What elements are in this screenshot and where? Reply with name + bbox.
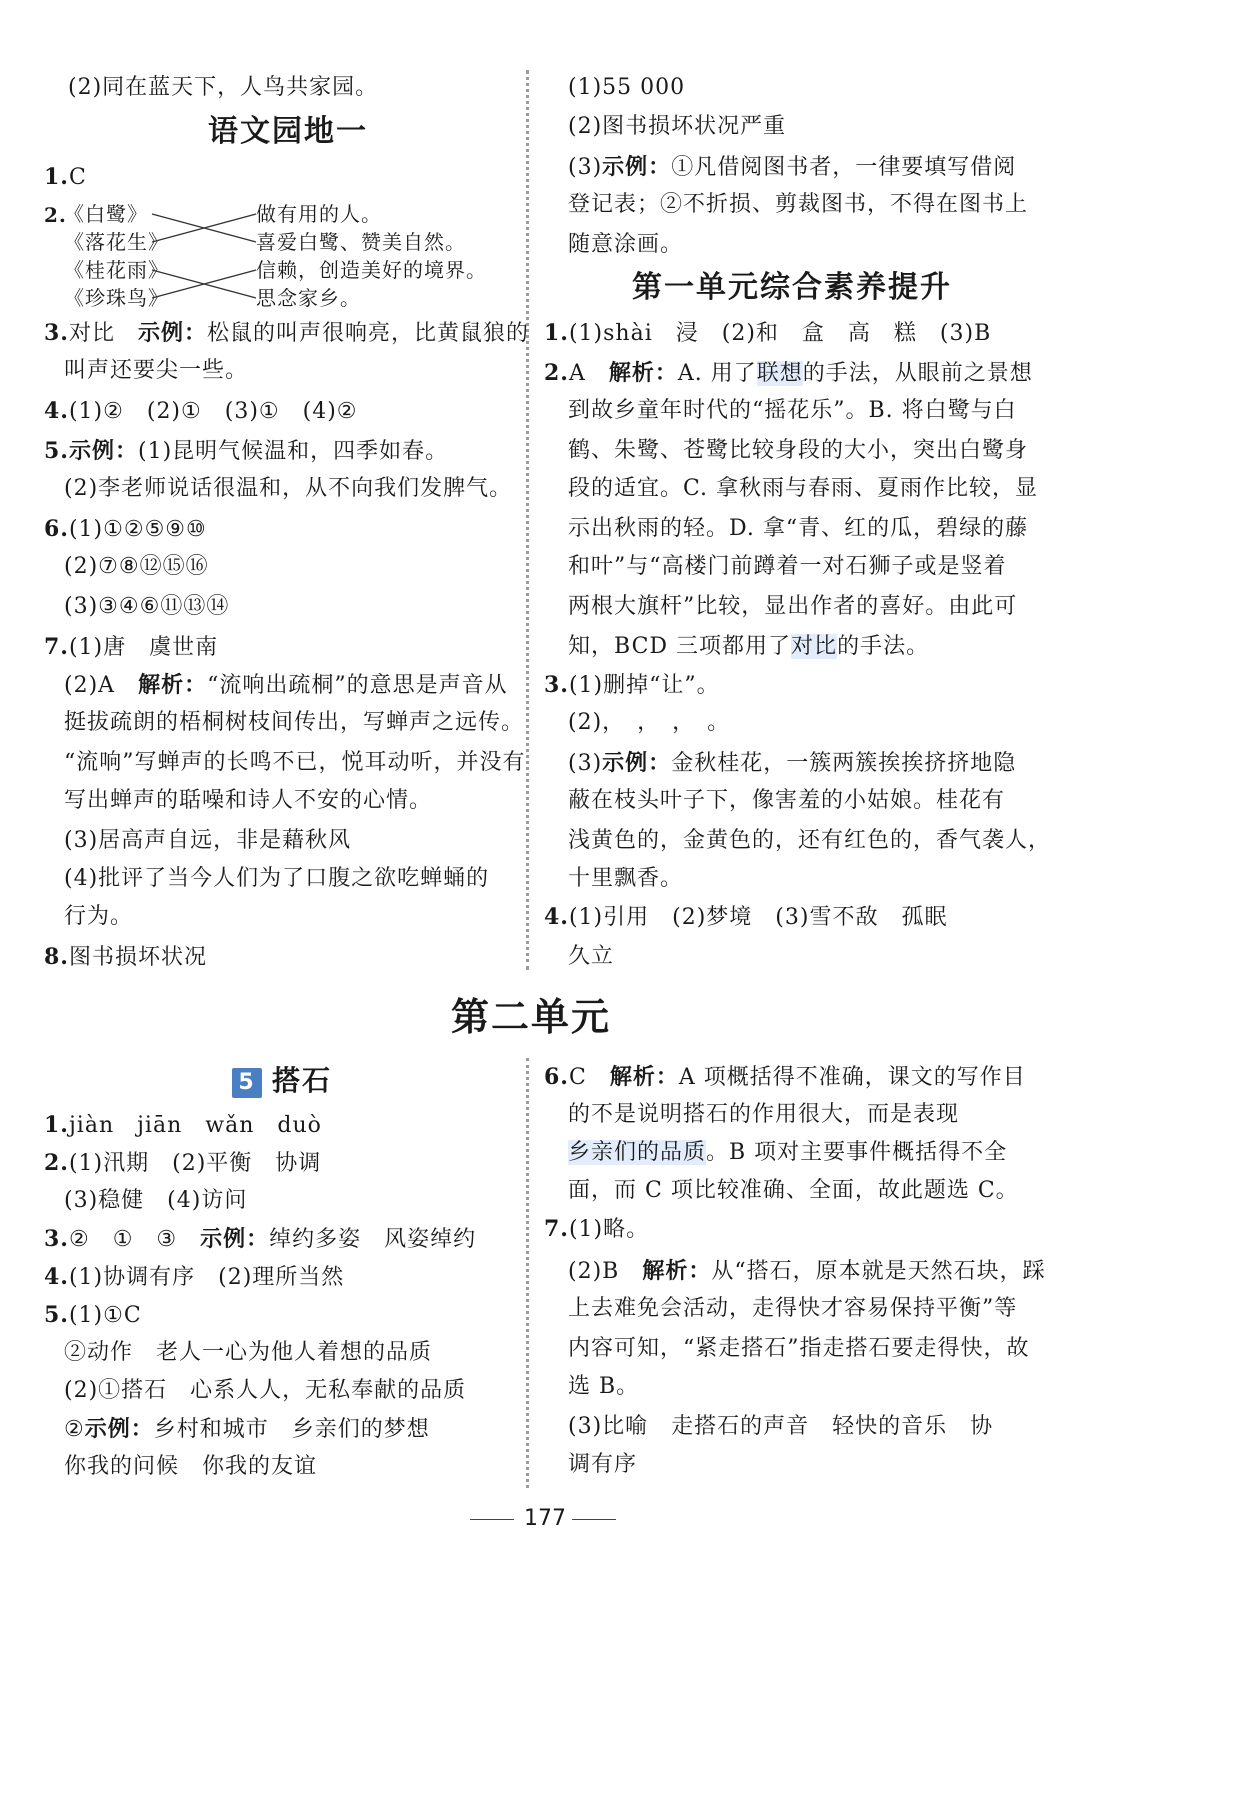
question-number: 1.: [44, 164, 69, 190]
answer-text: ②: [64, 1417, 85, 1442]
column-divider: [526, 70, 529, 970]
answer-text: 的手法，从眼前之景想: [802, 361, 1033, 386]
answer-line: [64, 670, 508, 701]
answer-line: 内容可知，“紧走搭石”指走搭石要走得快，故: [568, 1336, 1030, 1361]
answer-line: (2)①搭石 心系人人，无私奉献的品质: [64, 1378, 467, 1403]
answer-text: (1)shài 浸 (2)和 盒 高 糕 (3)B: [568, 321, 992, 346]
highlighted-text: 联想: [756, 361, 803, 386]
match-left-1: 《白鹭》: [64, 202, 148, 226]
answer-text: (3): [568, 751, 603, 776]
question-number: 7.: [44, 634, 69, 660]
answer-line: 行为。: [64, 904, 134, 929]
page-number-dash-right: [572, 1519, 616, 1520]
lesson-number-badge: 5: [232, 1068, 262, 1098]
lesson-heading: [232, 1062, 332, 1100]
question-number: 1.: [44, 1112, 69, 1138]
question-2: [544, 358, 1033, 389]
answer-text: 从“搭石，原本就是天然石块，踩: [711, 1259, 1046, 1284]
answer-line: 上去难免会活动，走得快才容易保持平衡”等: [568, 1296, 1018, 1321]
answer-text: (1)汛期 (2)平衡 协调: [68, 1151, 322, 1176]
question-7: [44, 632, 218, 663]
answer-text: (1)唐 虞世南: [68, 635, 219, 660]
question-4: [544, 902, 947, 933]
answer-text: A: [568, 361, 609, 386]
analysis-label: 解析：: [608, 360, 678, 386]
answer-line: 和叶”与“高楼门前蹲着一对石狮子或是竖着: [568, 554, 1007, 579]
match-right-1: 做有用的人。: [256, 202, 382, 226]
match-left-2: 《落花生》: [64, 230, 169, 254]
answer-line: [64, 1414, 430, 1445]
section-title-unit1-review: 第一单元综合素养提升: [632, 270, 952, 305]
answer-line: 鹤、朱鹭、苍鹭比较身段的大小，突出白鹭身: [568, 438, 1029, 463]
answer-text: 绰约多姿 风姿绰约: [269, 1227, 477, 1252]
answer-text: (1)删掉“让”。: [568, 673, 720, 698]
unit-title: 第二单元: [451, 995, 612, 1039]
question-number: 4.: [44, 398, 69, 424]
answer-line: 叫声还要尖一些。: [64, 358, 249, 383]
matching-lines: [150, 200, 260, 312]
question-number: 2.: [44, 203, 67, 227]
answer-line: “流响”写蝉声的长鸣不已，悦耳动听，并没有: [64, 750, 526, 775]
answer-text: (1)引用 (2)梦境 (3)雪不敌 孤眠: [568, 905, 948, 930]
answer-line: (3)稳健 (4)访问: [64, 1188, 248, 1213]
answer-line: 蔽在枝头叶子下，像害羞的小姑娘。桂花有: [568, 788, 1006, 813]
answer-text: C: [568, 1065, 610, 1090]
question-7: [544, 1214, 649, 1245]
answer-line: 示出秋雨的轻。D. 拿“青、红的瓜，碧绿的藤: [568, 516, 1029, 541]
highlighted-text: 对比: [791, 634, 838, 659]
question-number: 8.: [44, 944, 69, 970]
question-number: 2.: [544, 360, 569, 386]
analysis-label: 解析：: [138, 672, 208, 698]
answer-text: A. 用了: [677, 361, 757, 386]
question-4: [44, 396, 358, 427]
answer-line: [568, 152, 1016, 183]
answer-text: (1)协调有序 (2)理所当然: [68, 1265, 345, 1290]
answer-line: ②动作 老人一心为他人着想的品质: [64, 1340, 433, 1365]
answer-line: 浅黄色的，金黄色的，还有红色的，香气袭人，: [568, 828, 1052, 853]
answer-line: [568, 1256, 1046, 1287]
answer-line: 挺拔疏朗的梧桐树枝间传出，写蝉声之远传。: [64, 710, 525, 735]
question-1: [44, 1110, 322, 1141]
question-1: [544, 318, 991, 349]
example-label: 示例：: [84, 1416, 154, 1442]
question-5: [44, 1300, 142, 1331]
question-number: 6.: [544, 1064, 569, 1090]
answer-line: (2)⑦⑧⑫⑮⑯: [64, 554, 209, 579]
question-number: 7.: [544, 1216, 569, 1242]
match-left-4: 《珍珠鸟》: [64, 286, 169, 310]
answer-text: (2)B: [568, 1259, 643, 1284]
analysis-label: 解析：: [642, 1258, 712, 1284]
question-number: 6.: [44, 516, 69, 542]
question-6: [44, 514, 207, 545]
answer-text: 。B 项对主要事件概括得不全: [706, 1140, 1008, 1165]
answer-text: ② ① ③: [68, 1227, 201, 1252]
question-number: 1.: [544, 320, 569, 346]
answer-line: 段的适宜。C. 拿秋雨与春雨、夏雨作比较，显: [568, 476, 1039, 501]
question-1: [44, 162, 87, 193]
answer-line: (4)批评了当今人们为了口腹之欲吃蝉蛹的: [64, 866, 490, 891]
answer-line: [568, 632, 929, 662]
answer-line: 随意涂画。: [568, 232, 684, 257]
answer-line: 写出蝉声的聒噪和诗人不安的心情。: [64, 788, 433, 813]
answer-text: 图书损坏状况: [68, 945, 207, 970]
question-number: 3.: [544, 672, 569, 698]
match-right-2: 喜爱白鹭、赞美自然。: [256, 230, 466, 254]
answer-line: 面，而 C 项比较准确、全面，故此题选 C。: [568, 1178, 1019, 1203]
question-6: [544, 1062, 1026, 1093]
example-label: 示例：: [200, 1226, 270, 1252]
answer-line: 调有序: [568, 1452, 638, 1477]
answer-text: 知，BCD 三项都用了: [568, 634, 792, 659]
match-right-4: 思念家乡。: [256, 286, 361, 310]
question-3: [44, 1224, 476, 1255]
example-label: 示例：: [137, 320, 207, 346]
answer-line: (3)居高声自远，非是藉秋风: [64, 828, 352, 853]
answer-text: A 项概括得不准确，课文的写作目: [678, 1065, 1026, 1090]
answer-line: (2)李老师说话很温和，从不向我们发脾气。: [64, 476, 513, 501]
answer-text: 对比: [68, 321, 138, 346]
example-label: 示例：: [68, 438, 138, 464]
question-5: [44, 436, 448, 467]
example-label: 示例：: [602, 154, 672, 180]
answer-line: (2)同在蓝天下，人鸟共家园。: [68, 75, 379, 100]
answer-line: 到故乡童年时代的“摇花乐”。B. 将白鹭与白: [568, 398, 1017, 423]
question-number: 4.: [44, 1264, 69, 1290]
question-2: [44, 1148, 321, 1179]
answer-text: (1)略。: [568, 1217, 650, 1242]
page-number-dash-left: [470, 1519, 514, 1520]
question-number: 3.: [44, 1226, 69, 1252]
answer-text: (2)A: [64, 673, 139, 698]
answer-line: 登记表；②不折损、剪裁图书，不得在图书上: [568, 192, 1029, 217]
answer-text: (1)昆明气候温和，四季如春。: [137, 439, 449, 464]
answer-text: jiàn jiān wǎn duò: [68, 1113, 322, 1138]
question-number: 5.: [44, 1302, 69, 1328]
question-number: 4.: [544, 904, 569, 930]
column-divider: [526, 1058, 529, 1488]
question-number: 5.: [44, 438, 69, 464]
question-4: [44, 1262, 344, 1293]
match-left-3: 《桂花雨》: [64, 258, 169, 282]
answer-text: (1)①C: [68, 1303, 142, 1328]
answer-line: [568, 1138, 1007, 1168]
section-title-yuwenyuandi: 语文园地一: [208, 114, 368, 149]
answer-text: (3): [568, 155, 603, 180]
match-right-3: 信赖，创造美好的境界。: [256, 258, 487, 282]
answer-text: (1)①②⑤⑨⑩: [68, 517, 207, 542]
question-number: 2.: [44, 1150, 69, 1176]
answer-text: 的手法。: [837, 634, 930, 659]
answer-line: (3)比喻 走搭石的声音 轻快的音乐 协: [568, 1414, 994, 1439]
answer-line: (2)图书损坏状况严重: [568, 114, 787, 139]
answer-line: 十里飘香。: [568, 866, 684, 891]
answer-text: 松鼠的叫声很响亮，比黄鼠狼的: [207, 321, 530, 346]
question-3: [544, 670, 720, 701]
highlighted-text: 乡亲们的品质: [568, 1140, 707, 1165]
answer-text: (1)② (2)① (3)① (4)②: [68, 399, 358, 424]
answer-text: 乡村和城市 乡亲们的梦想: [153, 1417, 430, 1442]
answer-text: “流响出疏桐”的意思是声音从: [207, 673, 508, 698]
example-label: 示例：: [602, 750, 672, 776]
answer-line: (3)③④⑥⑪⑬⑭: [64, 594, 230, 619]
answer-line: 选 B。: [568, 1374, 640, 1399]
question-3: [44, 318, 529, 349]
answer-line: 你我的问候 你我的友谊: [64, 1454, 318, 1479]
question-8: [44, 942, 207, 973]
answer-text: ①凡借阅图书者，一律要填写借阅: [671, 155, 1017, 180]
answer-line: (2)， ， ， 。: [568, 710, 731, 735]
answer-line: [568, 748, 1016, 779]
answer-line: (1)55 000: [568, 75, 686, 100]
answer-line: 久立: [568, 944, 615, 969]
question-number: 3.: [44, 320, 69, 346]
answer-text: 金秋桂花，一簇两簇挨挨挤挤地隐: [671, 751, 1017, 776]
lesson-title: 搭石: [272, 1064, 333, 1097]
answer-line: 的不是说明搭石的作用很大，而是表现: [568, 1102, 960, 1127]
answer-text: C: [68, 165, 87, 190]
answer-line: 两根大旗杆”比较，显出作者的喜好。由此可: [568, 594, 1018, 619]
page-number: 177: [524, 1506, 566, 1531]
analysis-label: 解析：: [609, 1064, 679, 1090]
